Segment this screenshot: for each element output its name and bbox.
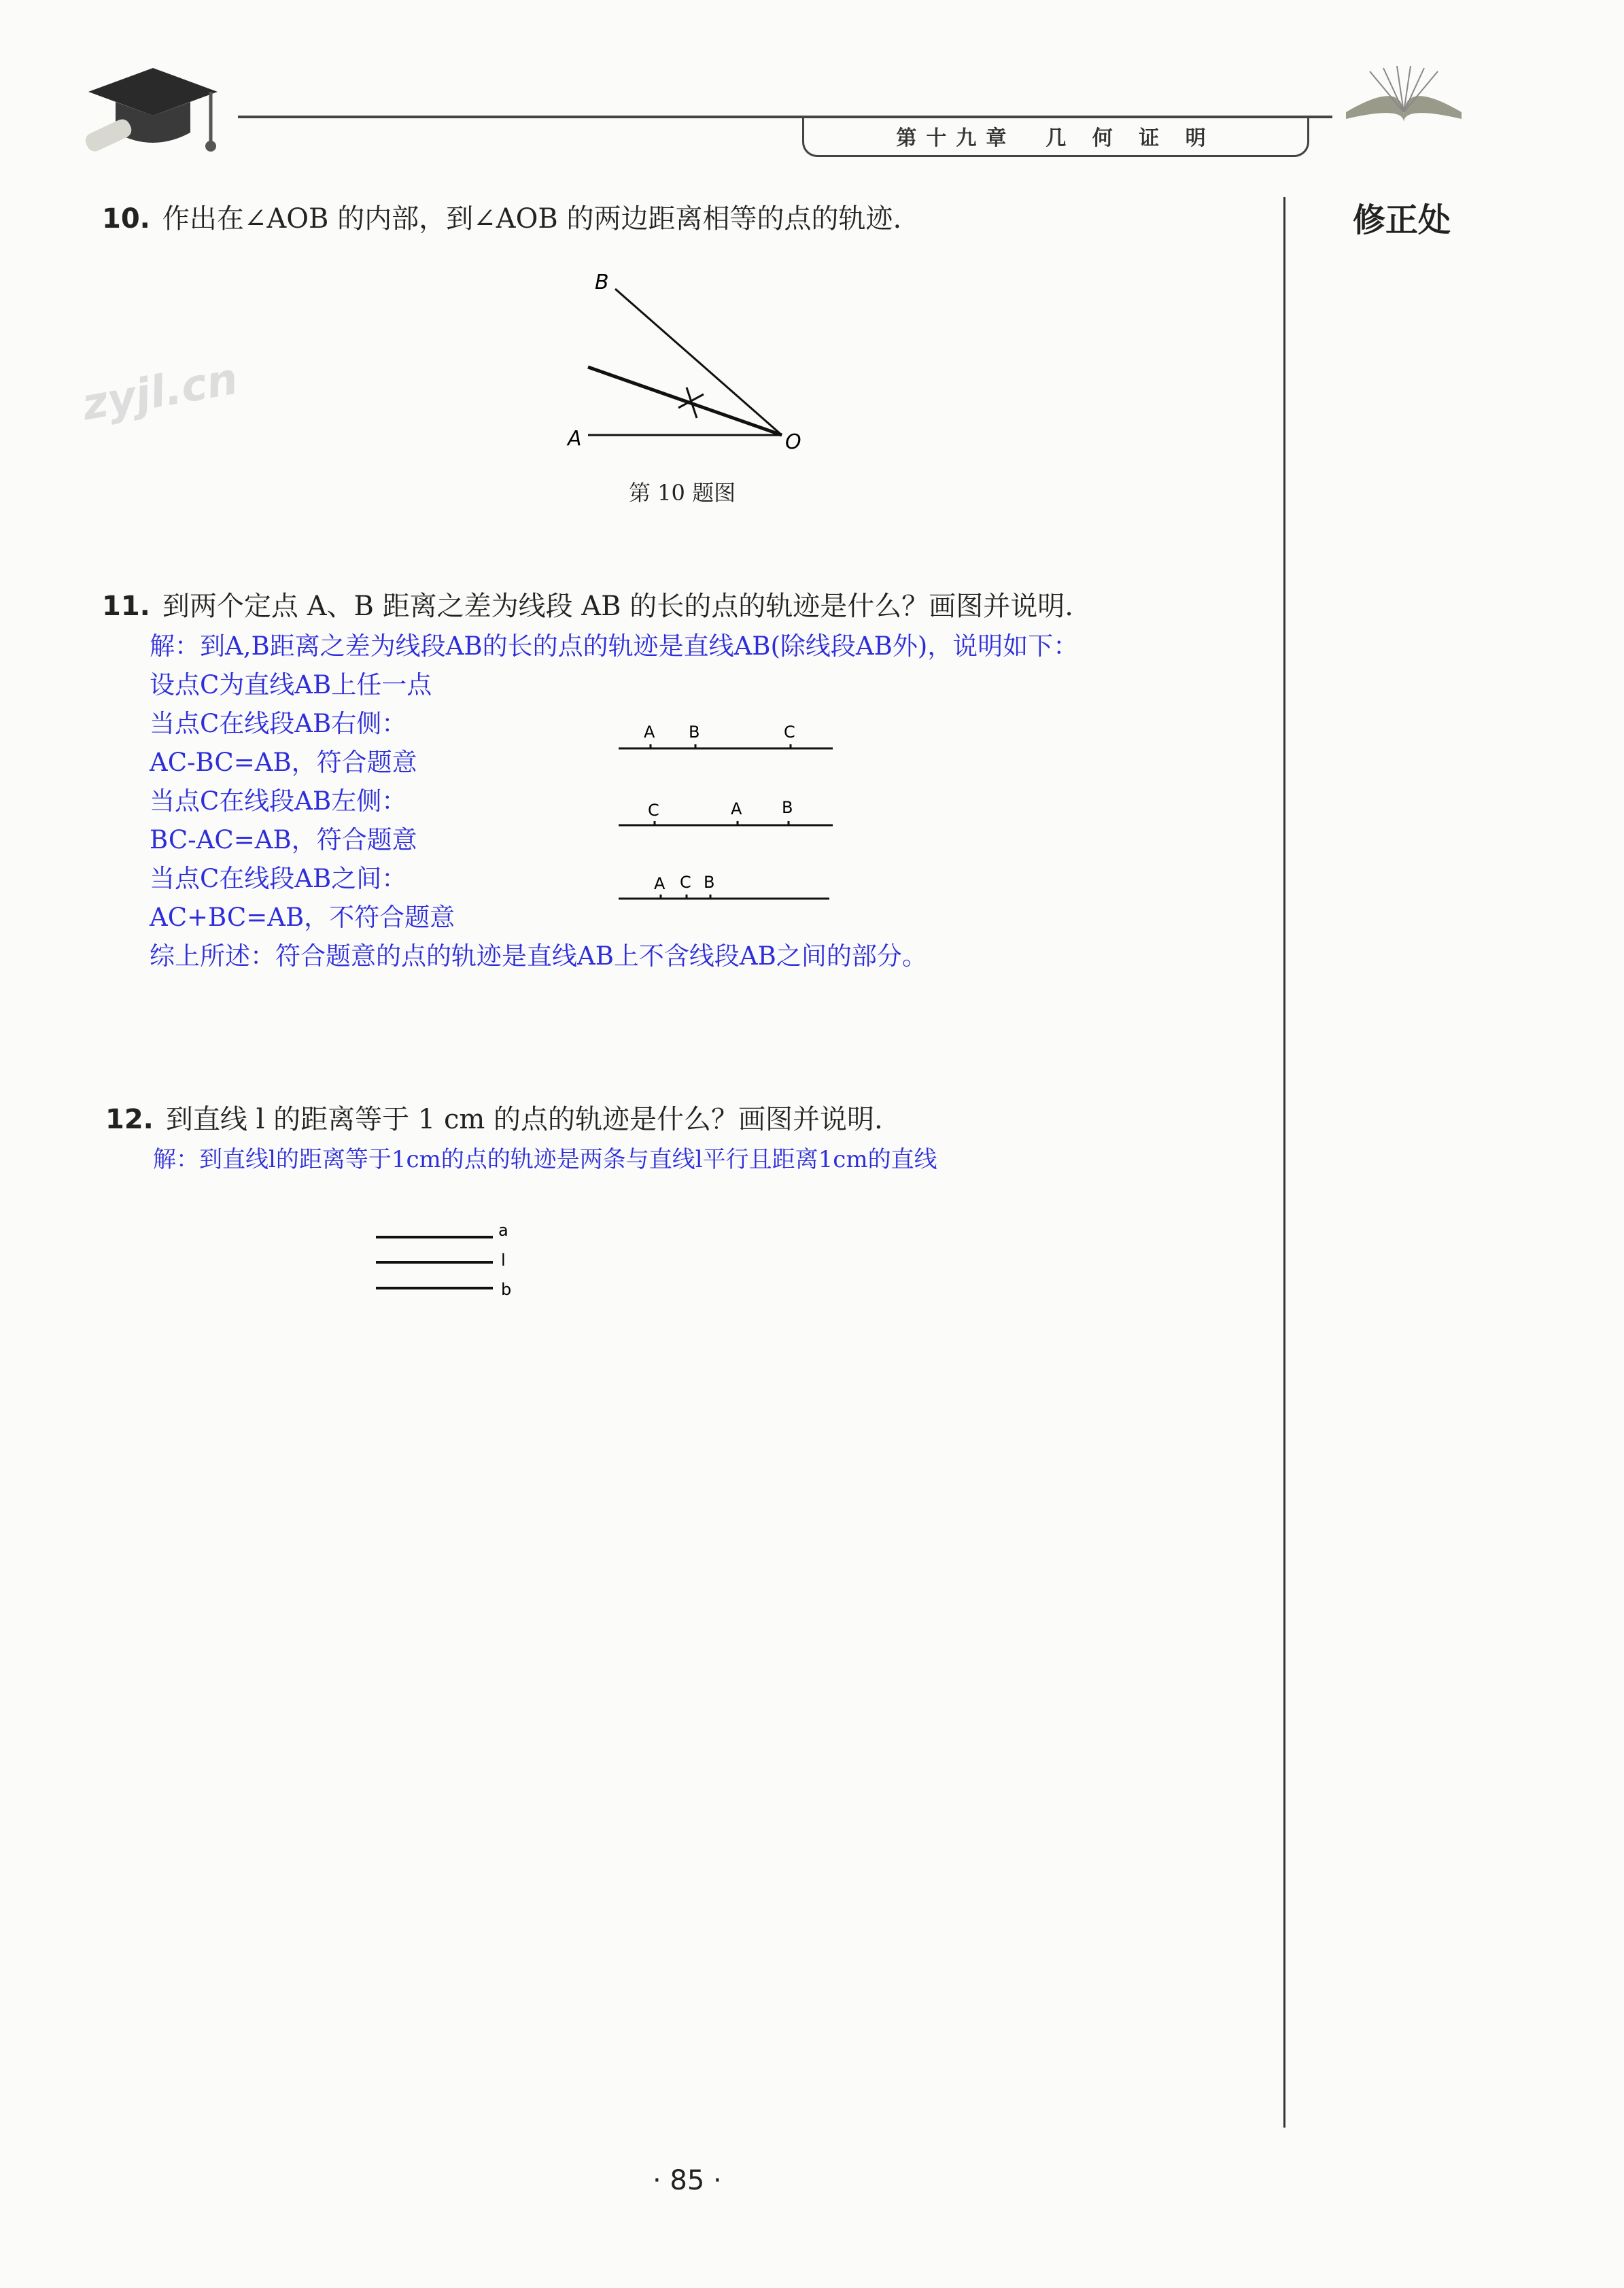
- margin-divider: [1283, 197, 1285, 2128]
- label-o: O: [785, 430, 801, 454]
- answer-line: AC+BC=AB，不符合题意: [150, 903, 455, 932]
- bisector-line: [588, 367, 782, 435]
- point-label: B: [704, 873, 715, 892]
- question-number: 12.: [105, 1104, 154, 1135]
- answer-line: 当点C在线段AB左侧：: [150, 786, 407, 816]
- point-label: B: [782, 798, 793, 817]
- question-12: [105, 1098, 883, 1137]
- page-number: · 85 ·: [653, 2165, 722, 2196]
- answer-line: 当点C在线段AB之间：: [150, 864, 407, 893]
- figure-caption: 第 10 题图: [629, 480, 736, 506]
- chapter-title: 第十九章 几 何 证 明: [802, 117, 1309, 157]
- question-number: 10.: [102, 203, 150, 235]
- angle-figure: [557, 265, 816, 462]
- point-label: B: [689, 723, 700, 742]
- point-label: A: [731, 799, 742, 818]
- answer-line: BC-AC=AB，符合题意: [150, 825, 417, 854]
- point-label: C: [784, 723, 795, 742]
- answer-11: [150, 627, 1078, 975]
- question-text: 到两个定点 A、B 距离之差为线段 AB 的长的点的轨迹是什么？画图并说明.: [162, 591, 1073, 622]
- answer-line: 设点C为直线AB上任一点: [150, 670, 432, 699]
- answer-line: 综上所述：符合题意的点的轨迹是直线AB上不含线段AB之间的部分。: [150, 941, 927, 971]
- point-label: A: [644, 723, 655, 742]
- question-10: [102, 197, 901, 236]
- label-b: B: [595, 271, 609, 294]
- question-text: 到直线 l 的距离等于 1 cm 的点的轨迹是什么？画图并说明.: [165, 1104, 883, 1135]
- line-label: b: [501, 1280, 512, 1299]
- number-line-right: [615, 717, 840, 761]
- number-line-between: [615, 869, 840, 912]
- answer-line: 解：到A,B距离之差为线段AB的长的点的轨迹是直线AB(除线段AB外)，说明如下：: [150, 631, 1079, 661]
- line-label: a: [498, 1221, 508, 1240]
- label-a: A: [568, 427, 582, 451]
- point-label: C: [680, 873, 691, 892]
- question-number: 11.: [102, 591, 150, 622]
- answer-line: AC-BC=AB，符合题意: [150, 748, 417, 777]
- question-text: 作出在∠AOB 的内部，到∠AOB 的两边距离相等的点的轨迹.: [162, 203, 902, 235]
- watermark: zyjl.cn: [78, 353, 242, 431]
- question-11: [102, 585, 1073, 623]
- point-label: C: [648, 801, 659, 820]
- number-line-left: [615, 794, 840, 837]
- answer-line: 当点C在线段AB右侧：: [150, 709, 407, 738]
- correction-label: 修正处: [1353, 201, 1451, 239]
- parallel-lines-figure: [370, 1220, 534, 1304]
- line-label: l: [501, 1251, 506, 1270]
- ray-ob: [615, 289, 782, 435]
- answer-12: 解：到直线l的距离等于1cm的点的轨迹是两条与直线l平行且距离1cm的直线: [153, 1146, 937, 1173]
- mortarboard-icon: [75, 61, 231, 163]
- open-book-icon: [1343, 65, 1465, 126]
- point-label: A: [654, 874, 666, 893]
